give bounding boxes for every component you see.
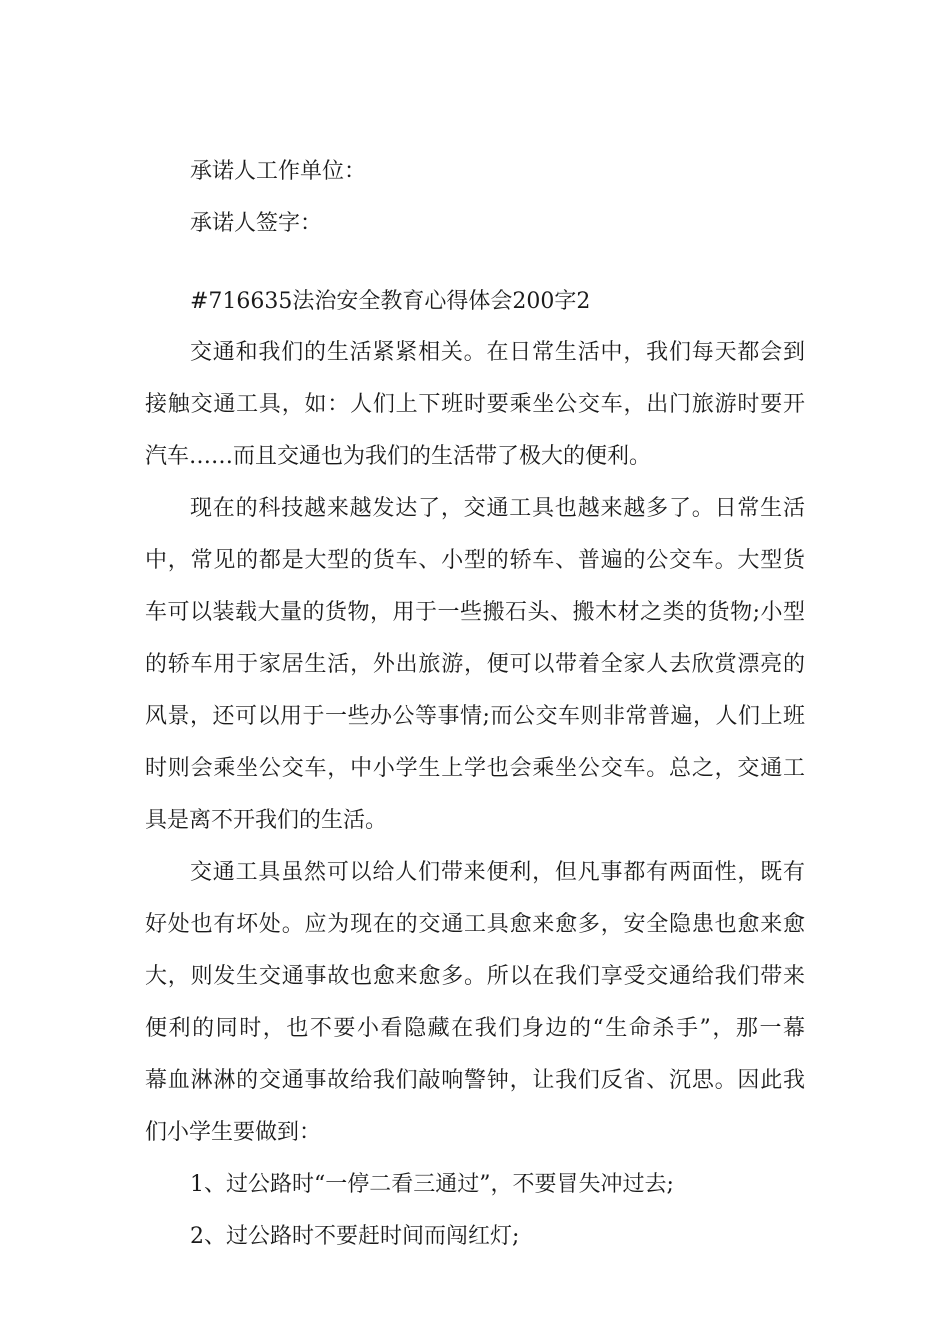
paragraph-2-line-4: 的轿车用于家居生活，外出旅游，便可以带着全家人去欣赏漂亮的: [145, 652, 805, 677]
paragraph-1-line-3: 汽车……而且交通也为我们的生活带了极大的便利。: [145, 444, 652, 469]
paragraph-3-line-5: 幕血淋淋的交通事故给我们敲响警钟，让我们反省、沉思。因此我: [145, 1068, 805, 1093]
paragraph-2-line-7: 具是离不开我们的生活。: [145, 808, 388, 833]
paragraph-3-line-1: 交通工具虽然可以给人们带来便利，但凡事都有两面性，既有: [190, 860, 805, 885]
paragraph-3-line-2: 好处也有坏处。应为现在的交通工具愈来愈多，安全隐患也愈来愈: [145, 912, 805, 937]
paragraph-2-line-1: 现在的科技越来越发达了，交通工具也越来越多了。日常生活: [190, 496, 805, 521]
paragraph-2-line-6: 时则会乘坐公交车，中小学生上学也会乘坐公交车。总之，交通工: [145, 756, 805, 781]
pledge-unit-line: 承诺人工作单位：: [190, 159, 367, 184]
list-item: 2、过公路时不要赶时间而闯红灯;: [190, 1224, 520, 1249]
paragraph-3-line-3: 大，则发生交通事故也愈来愈多。所以在我们享受交通给我们带来: [145, 964, 805, 989]
paragraph-3-line-4: 便利的同时，也不要小看隐藏在我们身边的“生命杀手”，那一幕: [145, 1016, 805, 1041]
paragraph-3-line-6: 们小学生要做到：: [145, 1120, 322, 1145]
paragraph-2-line-3: 车可以装载大量的货物，用于一些搬石头、搬木材之类的货物;小型: [145, 600, 805, 625]
paragraph-1-line-2: 接触交通工具，如：人们上下班时要乘坐公交车，出门旅游时要开: [145, 392, 805, 417]
list-item: 1、过公路时“一停二看三通过”，不要冒失冲过去;: [190, 1172, 674, 1197]
essay-title: #716635法治安全教育心得体会200字2: [190, 289, 591, 314]
paragraph-2-line-5: 风景，还可以用于一些办公等事情;而公交车则非常普遍，人们上班: [145, 704, 805, 729]
pledge-signature-line: 承诺人签字：: [190, 211, 323, 236]
paragraph-1-line-1: 交通和我们的生活紧紧相关。在日常生活中，我们每天都会到: [190, 340, 805, 365]
paragraph-2-line-2: 中，常见的都是大型的货车、小型的轿车、普遍的公交车。大型货: [145, 548, 805, 573]
